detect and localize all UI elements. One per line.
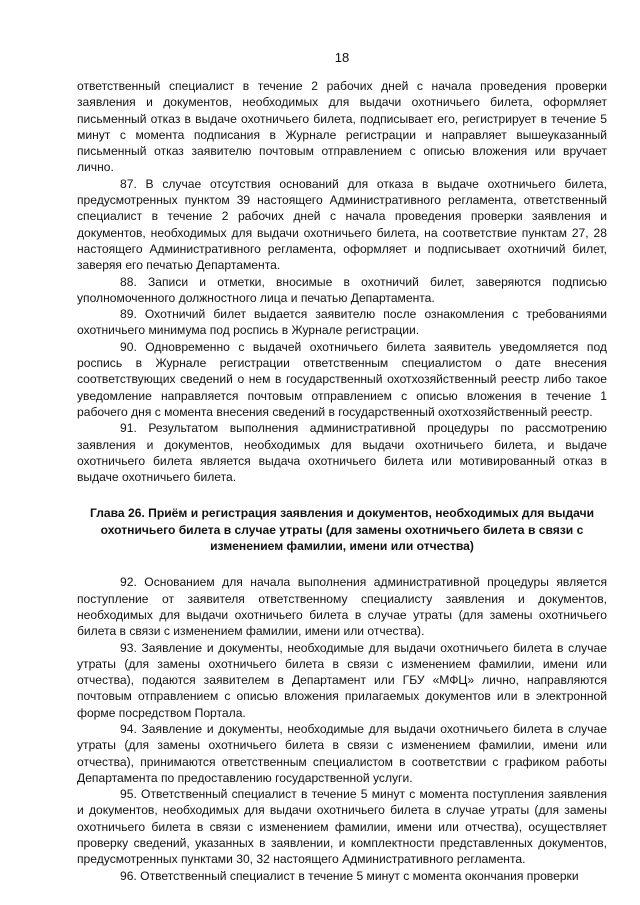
paragraph-87: 87. В случае отсутствия оснований для отказа в выдаче охотничьего билета, предусмотренных пунктом 39 настоящего Административного регламента, ответственный специалист в течение 2 рабочих дней с начала проведения проверки заявления и документов, необходимых для выдачи охотничьего билета, на соответствие пунктам 27, 28 настоящего Административного регламента, оформляет и подписывает охотничий билет, заверяя его печатью Департамента. (77, 176, 607, 273)
paragraph-91: 91. Результатом выполнения административной процедуры по рассмотрению заявления и документов, необходимых для выдачи охотничьего билета, и выдаче охотничьего билета является выдача охотничьего билета или мотивированный отказ в выдаче охотничьего билета. (77, 421, 607, 485)
page-number: 18 (334, 50, 350, 65)
document-page (77, 50, 607, 884)
chapter-26-heading: Глава 26. Приём и регистрация заявления и документов, необходимых для выдачи охотничьего билета в случае утраты (для замены охотничьего билета в связи с изменением фамилии, имени или отчества) (89, 506, 595, 554)
paragraph-88: 88. Записи и отметки, вносимые в охотничий билет, заверяются подписью уполномоченного должностного лица и печатью Департамента. (77, 274, 607, 305)
paragraph-96: 96. Ответственный специалист в течение 5 минут с момента окончания проверки (120, 868, 579, 883)
paragraph-92: 92. Основанием для начала выполнения административной процедуры является поступление от заявителя ответственному специалисту заявления и документов, необходимых для выдачи охотничьего билета в случае утраты (для замены охотничьего билета в связи с изменением фамилии, имени или отчества). (77, 575, 607, 639)
paragraph-94: 94. Заявление и документы, необходимые для выдачи охотничьего билета в случае утраты (для замены охотничьего билета в связи с изменением фамилии, имени или отчества), принимаются ответственным специалистом в соответствии с графиком работы Департамента по предоставлению государственной услуги. (77, 721, 607, 785)
paragraph-90: 90. Одновременно с выдачей охотничьего билета заявитель уведомляется под роспись в Журнале регистрации ответственным специалистом о дате внесения соответствующих сведений о нем в государственный охотхозяйственный реестр либо такое уведомление направляется почтовым отправлением с описью вложения в течение 1 рабочего дня с момента внесения сведений в государственный охотхозяйственный реестр. (77, 339, 607, 419)
paragraph-89: 89. Охотничий билет выдается заявителю после ознакомления с требованиями охотничьего минимума под роспись в Журнале регистрации. (77, 307, 607, 338)
paragraph-86-continuation: ответственный специалист в течение 2 рабочих дней с начала проведения проверки заявления и документов, необходимых для выдачи охотничьего билета, оформляет письменный отказ в выдаче охотничьего билета, подписывает его, регистрирует в течение 5 минут с момента подписания в Журнале регистрации и направляет вышеуказанный письменный отказ заявителю почтовым отправлением с описью вложения или вручает лично. (77, 79, 607, 175)
paragraph-95: 95. Ответственный специалист в течение 5 минут с момента поступления заявления и документов, необходимых для выдачи охотничьего билета в случае утраты (для замены охотничьего билета в связи с изменением фамилии, имени или отчества), осуществляет проверку сведений, указанных в заявлении, и комплектности представленных документов, предусмотренных пунктами 30, 32 настоящего Административного регламента. (77, 787, 607, 867)
paragraph-93: 93. Заявление и документы, необходимые для выдачи охотничьего билета в случае утраты (для замены охотничьего билета в связи с изменением фамилии, имени или отчества), подаются заявителем в Департамент или ГБУ «МФЦ» лично, направляются почтовым отправлением с описью вложения прилагаемых документов или в электронной форме посредством Портала. (77, 640, 607, 720)
